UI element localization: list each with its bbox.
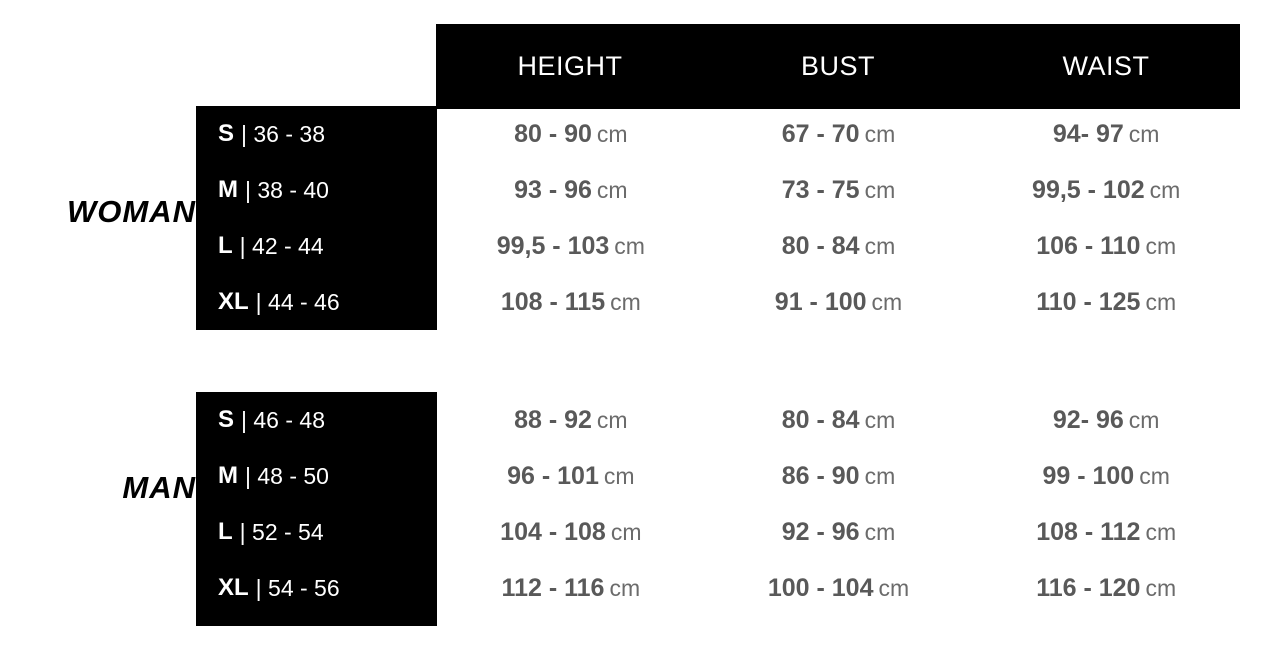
cell-waist <box>972 232 1240 261</box>
cell-waist <box>972 462 1240 491</box>
size-column-man <box>196 392 437 626</box>
value-bust: 80 - 84 <box>781 405 860 434</box>
size-eu: | 36 - 38 <box>241 120 325 147</box>
value-height: 93 - 96 <box>514 175 592 204</box>
cell-waist <box>972 406 1240 435</box>
unit-label: cm <box>878 574 910 601</box>
unit-label: cm <box>864 232 896 259</box>
cell-height <box>437 518 705 547</box>
size-row <box>196 218 437 274</box>
cell-bust <box>705 406 973 435</box>
cell-waist <box>972 574 1240 603</box>
value-waist: 99 - 100 <box>1042 461 1135 490</box>
unit-label: cm <box>1145 574 1177 601</box>
table-row <box>437 218 1240 274</box>
section-woman <box>0 106 1267 330</box>
value-bust: 67 - 70 <box>781 119 860 148</box>
unit-label: cm <box>1145 288 1177 315</box>
value-waist: 106 - 110 <box>1036 231 1141 260</box>
value-bust: 73 - 75 <box>781 175 860 204</box>
unit-label: cm <box>614 232 645 259</box>
size-eu: | 46 - 48 <box>241 406 325 433</box>
size-row <box>196 162 437 218</box>
cell-height <box>437 288 705 317</box>
size-eu: | 54 - 56 <box>255 574 340 601</box>
cell-height <box>437 462 705 491</box>
table-row <box>437 392 1240 448</box>
size-row <box>196 560 437 616</box>
value-bust: 91 - 100 <box>774 287 867 316</box>
table-row <box>437 162 1240 218</box>
size-column-woman <box>196 106 437 330</box>
size-eu: | 38 - 40 <box>245 176 329 203</box>
section-man <box>0 392 1267 626</box>
value-waist: 108 - 112 <box>1036 517 1141 546</box>
column-header-height: HEIGHT <box>517 51 623 81</box>
cell-bust <box>705 288 973 317</box>
unit-label: cm <box>1145 518 1177 545</box>
value-height: 96 - 101 <box>507 461 599 490</box>
unit-label: cm <box>596 176 628 203</box>
unit-label: cm <box>864 120 896 147</box>
size-row <box>196 448 437 504</box>
group-label-man: MAN <box>122 470 196 505</box>
unit-label: cm <box>1139 462 1170 489</box>
value-height: 112 - 116 <box>501 573 605 602</box>
value-waist: 116 - 120 <box>1036 573 1141 602</box>
cell-height <box>437 406 705 435</box>
size-eu: | 52 - 54 <box>239 518 324 545</box>
table-row <box>437 448 1240 504</box>
table-row <box>437 274 1240 330</box>
cell-height <box>437 574 705 603</box>
size-code: S <box>218 120 235 147</box>
unit-label: cm <box>603 462 635 489</box>
cell-height <box>437 232 705 261</box>
cell-height <box>437 176 705 205</box>
size-row <box>196 274 437 330</box>
table-header <box>436 24 1240 109</box>
measurements-man <box>437 392 1240 616</box>
value-waist: 92- 96 <box>1052 405 1124 434</box>
unit-label: cm <box>1128 120 1160 147</box>
value-height: 108 - 115 <box>500 287 606 316</box>
value-bust: 80 - 84 <box>781 231 860 260</box>
column-header-bust: BUST <box>800 51 875 81</box>
value-height: 99,5 - 103 <box>496 231 610 260</box>
unit-label: cm <box>864 462 896 489</box>
cell-waist <box>972 120 1240 149</box>
value-height: 88 - 92 <box>514 405 592 434</box>
value-waist: 94- 97 <box>1052 119 1124 148</box>
cell-waist <box>972 288 1240 317</box>
measurements-woman <box>437 106 1240 330</box>
cell-bust <box>705 518 973 547</box>
value-bust: 92 - 96 <box>781 517 860 546</box>
size-row <box>196 392 437 448</box>
cell-height <box>437 120 705 149</box>
cell-waist <box>972 518 1240 547</box>
unit-label: cm <box>596 406 628 433</box>
value-height: 104 - 108 <box>500 517 606 546</box>
value-height: 80 - 90 <box>514 119 592 148</box>
size-code: L <box>218 232 233 259</box>
unit-label: cm <box>609 574 641 601</box>
unit-label: cm <box>864 518 896 545</box>
cell-bust <box>705 574 973 603</box>
column-header-waist: WAIST <box>1062 51 1150 81</box>
size-row <box>196 504 437 560</box>
cell-bust <box>705 120 973 149</box>
table-row <box>437 560 1240 616</box>
unit-label: cm <box>610 518 642 545</box>
unit-label: cm <box>871 288 903 315</box>
size-code: L <box>218 518 233 545</box>
cell-bust <box>705 176 973 205</box>
unit-label: cm <box>1145 232 1177 259</box>
value-bust: 86 - 90 <box>781 461 860 490</box>
unit-label: cm <box>596 120 628 147</box>
size-code: XL <box>218 574 249 601</box>
value-bust: 100 - 104 <box>767 573 874 602</box>
value-waist: 99,5 - 102 <box>1032 175 1145 204</box>
unit-label: cm <box>864 406 896 433</box>
unit-label: cm <box>610 288 641 315</box>
size-code: XL <box>218 288 249 315</box>
unit-label: cm <box>1128 406 1160 433</box>
size-code: M <box>218 462 238 489</box>
unit-label: cm <box>864 176 896 203</box>
value-waist: 110 - 125 <box>1036 287 1141 316</box>
cell-bust <box>705 462 973 491</box>
cell-bust <box>705 232 973 261</box>
size-eu: | 44 - 46 <box>255 288 340 315</box>
size-code: S <box>218 406 235 433</box>
size-eu: | 42 - 44 <box>239 232 324 259</box>
table-row <box>437 106 1240 162</box>
size-row <box>196 106 437 162</box>
size-eu: | 48 - 50 <box>245 462 329 489</box>
size-code: M <box>218 176 238 203</box>
group-label-woman: WOMAN <box>67 194 196 229</box>
table-row <box>437 504 1240 560</box>
unit-label: cm <box>1149 176 1181 203</box>
cell-waist <box>972 176 1240 205</box>
